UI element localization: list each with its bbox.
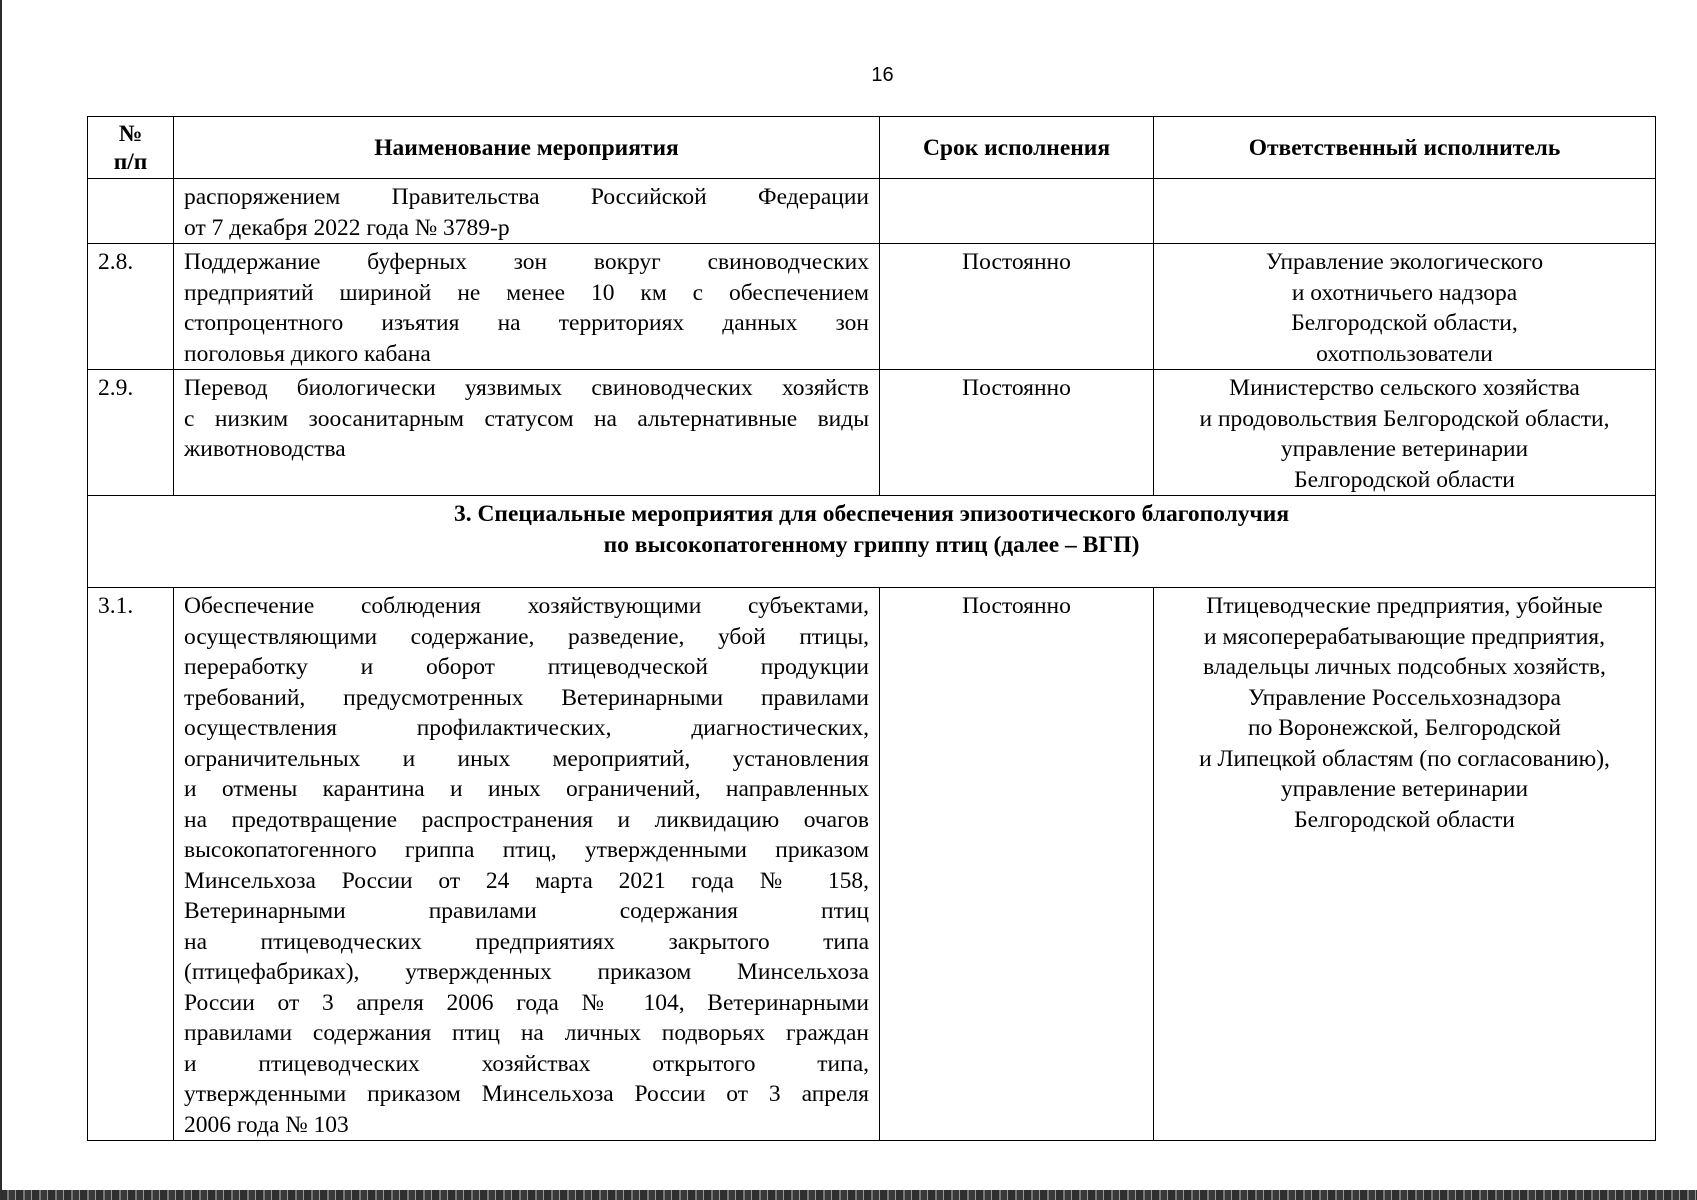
row-name-line: с низким зоосанитарным статусом на альтернативные виды: [184, 405, 869, 432]
row-name: [174, 244, 880, 370]
row-name-line: (птицефабриках), утвержденных приказом Минсельхоза: [184, 959, 869, 985]
row-name-line: утвержденными приказом Минсельхоза России от 3 апреля: [184, 1081, 869, 1107]
table-row: [88, 179, 1656, 244]
header-num: [88, 117, 174, 179]
row-num: 2.9.: [88, 370, 174, 496]
row-executor: [1154, 370, 1656, 496]
row-name-line: Ветеринарными правилами содержания птиц: [184, 898, 869, 924]
section-3-title-line: 3. Специальные мероприятия для обеспечения эпизоотического благополучия: [453, 501, 1290, 527]
row-executor-line: Управление Россельхознадзора: [1248, 684, 1561, 711]
row-executor: [1154, 588, 1656, 1141]
row-name-line: животноводства: [184, 436, 346, 462]
row-executor-line: Птицеводческие предприятия, убойные: [1206, 593, 1603, 619]
row-name-line: осуществления профилактических, диагностических,: [184, 715, 869, 741]
header-term: Срок исполнения: [880, 117, 1154, 179]
row-name-line: осуществляющими содержание, разведение, убой птицы,: [184, 623, 869, 650]
row-executor-line: и Липецкой областям (по согласованию),: [1199, 745, 1610, 772]
row-name-line: на птицеводческих предприятиях закрытого типа: [184, 928, 869, 955]
row-name-line: на предотвращение распространения и ликвидацию очагов: [184, 806, 869, 833]
row-name-line: Поддержание буферных зон вокруг свиноводческих: [184, 249, 869, 275]
header-executor: Ответственный исполнитель: [1154, 117, 1656, 179]
row-executor-line: и продовольствия Белгородской области,: [1199, 405, 1610, 432]
row-name-line: предприятий шириной не менее 10 км с обеспечением: [184, 279, 869, 306]
row-executor: [1154, 179, 1656, 244]
section-3-heading: [88, 496, 1656, 588]
scan-left-edge: [0, 0, 2, 1200]
row-name-line: Перевод биологически уязвимых свиноводческих хозяйств: [184, 375, 869, 401]
table-row: [88, 370, 1656, 496]
row-executor-line: охотпользователи: [1316, 340, 1493, 367]
table-row: [88, 244, 1656, 370]
row-name-line: от 7 декабря 2022 года № 3789-р: [184, 214, 510, 241]
row-executor-line: Белгородской области: [1294, 806, 1515, 833]
row-term: [880, 179, 1154, 244]
measures-table: [87, 116, 1656, 1141]
row-name-line: высокопатогенного гриппа птиц, утвержденными приказом: [184, 837, 869, 863]
row-executor-line: Белгородской области,: [1291, 310, 1518, 336]
row-term: Постоянно: [880, 370, 1154, 496]
row-name: [174, 370, 880, 496]
row-name-line: переработку и оборот птицеводческой продукции: [184, 654, 869, 680]
header-num-line-1: №: [118, 120, 143, 147]
row-num: 3.1.: [88, 588, 174, 1141]
row-executor-line: и охотничьего надзора: [1291, 279, 1518, 306]
section-heading-row: [88, 496, 1656, 588]
row-executor-line: управление ветеринарии: [1280, 436, 1529, 462]
row-term: Постоянно: [880, 588, 1154, 1141]
row-executor-line: управление ветеринарии: [1280, 776, 1529, 802]
row-term: Постоянно: [880, 244, 1154, 370]
row-name-line: распоряжением Правительства Российской Федерации: [184, 184, 869, 210]
row-name: [174, 179, 880, 244]
page-number: 16: [871, 64, 894, 86]
row-num: [88, 179, 174, 244]
row-executor: [1154, 244, 1656, 370]
scan-bottom-edge: [0, 1190, 1697, 1200]
row-name-line: Обеспечение соблюдения хозяйствующими субъектами,: [184, 593, 869, 619]
row-name: [174, 588, 880, 1141]
row-name-line: России от 3 апреля 2006 года № 104, Ветеринарными: [184, 989, 869, 1016]
row-executor-line: Министерство сельского хозяйства: [1229, 375, 1580, 401]
row-name-line: Минсельхоза России от 24 марта 2021 года № 158,: [184, 867, 869, 894]
row-executor-line: Управление экологического: [1265, 249, 1544, 275]
row-executor-line: по Воронежской, Белгородской: [1248, 715, 1561, 741]
row-name-line: требований, предусмотренных Ветеринарными правилами: [184, 684, 869, 711]
header-name: Наименование мероприятия: [174, 117, 880, 179]
row-name-line: 2006 года № 103: [184, 1111, 349, 1138]
table-header-row: [88, 117, 1656, 179]
section-3-title-line: по высокопатогенному гриппу птиц (далее – ВГП): [603, 532, 1140, 558]
row-name-line: ограничительных и иных мероприятий, установления: [184, 745, 869, 772]
row-executor-line: владельцы личных подсобных хозяйств,: [1203, 654, 1606, 680]
row-num: 2.8.: [88, 244, 174, 370]
row-executor-line: и мясоперерабатывающие предприятия,: [1204, 623, 1605, 650]
table-row: [88, 588, 1656, 1141]
row-executor-line: Белгородской области: [1294, 466, 1515, 493]
row-name-line: правилами содержания птиц на личных подворьях граждан: [184, 1020, 869, 1046]
row-name-line: и отмены карантина и иных ограничений, направленных: [184, 776, 869, 802]
row-name-line: и птицеводческих хозяйствах открытого типа,: [184, 1050, 869, 1077]
row-name-line: стопроцентного изъятия на территориях данных зон: [184, 310, 869, 336]
row-name-line: поголовья дикого кабана: [184, 340, 431, 367]
header-num-line-2: п/п: [113, 148, 148, 175]
